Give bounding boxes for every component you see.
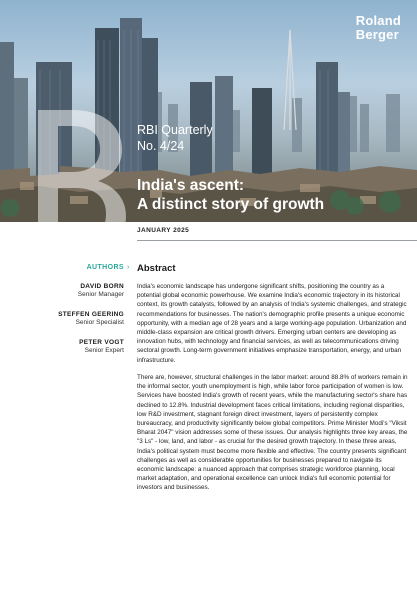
abstract-paragraph: India's economic landscape has undergone significant shifts, positioning the country as a potential global economic powerhouse. We examine India's economic trajectory in its historical context, its growth catalysts, followed by an analysis of India's systemic challenges, and strategic recommendations for businesses. The nation's demographic profile presents a unique economic opportunity, with a median age of 28 years and a large working-age population. Urbanization and middle-class expansion are critical growth drivers. Emerging urban centers are developing as innovation hubs, with technology and financial services, as well as telecommunications driving sectoral growth. Long-term government initiatives emphasize transportation, energy, and urban infrastructure. — [137, 283, 407, 364]
series-name: RBI Quarterly — [137, 123, 213, 137]
author-name: PETER VOGT — [79, 339, 124, 346]
author-entry — [79, 339, 124, 354]
chevron-right-icon: › — [127, 264, 130, 271]
cover-photo — [0, 0, 417, 222]
author-entry — [78, 283, 124, 298]
publication-date: JANUARY 2025 — [137, 227, 190, 234]
author-entry — [58, 311, 124, 326]
abstract-heading: Abstract — [137, 263, 176, 274]
roland-berger-logo: Roland Berger — [355, 13, 401, 42]
divider — [137, 240, 417, 241]
author-role: Senior Specialist — [75, 319, 124, 326]
author-role: Senior Expert — [84, 347, 124, 354]
report-title: India's ascent: A distinct story of growth — [137, 177, 325, 213]
author-role: Senior Manager — [77, 291, 124, 298]
publication-series — [137, 122, 213, 154]
abstract-paragraph: There are, however, structural challenges in the labor market: around 88.8% of workers remain in the informal sector, youth unemployment is high, while labor force participation of women is low. Services have boosted India's growth of recent years, while the manufacturing sector's share has declined to 12.8%. Industrial development faces critical limitations, including regional disparities, low R&D investment, stagnant foreign direct investment, layers of persistently complex bureaucracy, and productivity significantly below global competitors. Prime Minister Modi's "Viksit Bharat 2047" vision addresses some of these issues. Our analysis highlights three key areas, the "3 Ls" - low, land, and labor - as crucial for the desired growth trajectory. In these three areas, India's political system must become more flexible and effective. The country presents significant challenges as well as considerable opportunities for businesses prepared to navigate its economic landscape: a nuanced approach that comprises strategic workforce planning, local market adaptation, and operational excellence can unlock India's full economic potential for investors and businesses. — [137, 374, 408, 492]
authors-label: AUTHORS — [86, 264, 124, 271]
issue-number: No. 4/24 — [137, 139, 185, 153]
author-name: DAVID BORN — [80, 283, 124, 290]
author-name: STEFFEN GEERING — [58, 311, 124, 318]
